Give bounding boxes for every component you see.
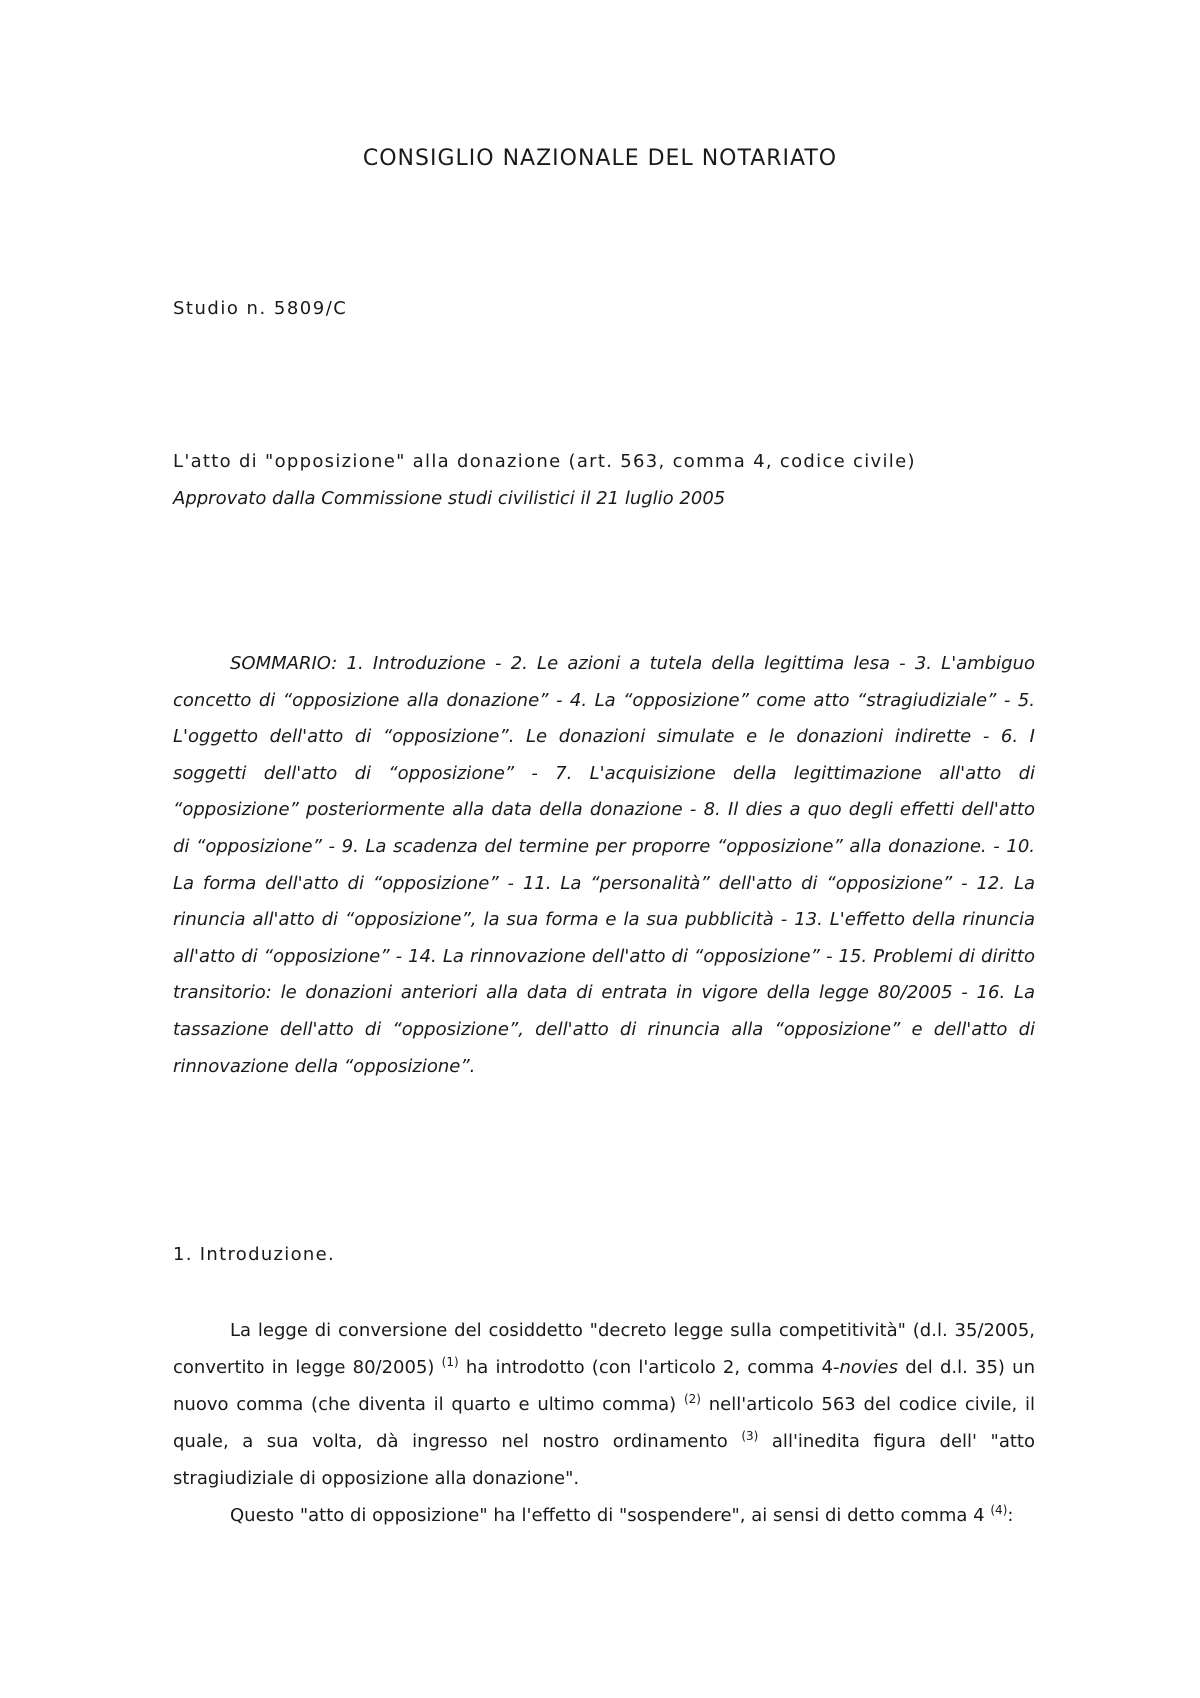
paragraph-text: nell'articolo 563 del codice civile, il quale, a sua volta, dà ingresso nel nostro ordinamento <box>173 1394 1035 1452</box>
body-paragraph-1 <box>173 1312 1035 1497</box>
paragraph-text: all'inedita figura dell' "atto stragiudiziale di opposizione alla donazione". <box>173 1431 1035 1489</box>
paragraph-text: : <box>1007 1505 1014 1526</box>
paragraph-text: del d.l. 35) un nuovo comma (che diventa il quarto e ultimo comma) <box>173 1357 1035 1415</box>
footnote-ref-2[interactable]: (2) <box>683 1392 701 1406</box>
section-body <box>173 1312 1035 1534</box>
emphasis-text: novies <box>839 1357 899 1378</box>
approval-note: Approvato dalla Commissione studi civilistici il 21 luglio 2005 <box>173 488 726 509</box>
footnote-ref-1[interactable]: (1) <box>441 1355 459 1369</box>
paragraph-text: Questo "atto di opposizione" ha l'effetto di "sospendere", ai sensi di detto comma 4 <box>230 1505 985 1526</box>
section-heading-introduzione: 1. Introduzione. <box>173 1244 335 1265</box>
document-title: L'atto di "opposizione" alla donazione (art. 563, comma 4, codice civile) <box>173 451 916 472</box>
summary-paragraph: SOMMARIO: 1. Introduzione - 2. Le azioni a tutela della legittima lesa - 3. L'ambiguo concetto di “opposizione alla donazione” - 4. La “opposizione” come atto “stragiudiziale” - 5. L'oggetto dell'atto di “opposizione”. Le donazioni simulate e le donazioni indirette - 6. I soggetti dell'atto di “opposizione” - 7. L'acquisizione della legittimazione all'atto di “opposizione” posteriormente alla data della donazione - 8. Il dies a quo degli effetti dell'atto di “opposizione” - 9. La scadenza del termine per proporre “opposizione” alla donazione. - 10. La forma dell'atto di “opposizione” - 11. La “personalità” dell'atto di “opposizione” - 12. La rinuncia all'atto di “opposizione”, la sua forma e la sua pubblicità - 13. L'effetto della rinuncia all'atto di “opposizione” - 14. La rinnovazione dell'atto di “opposizione” - 15. Problemi di diritto transitorio: le donazioni anteriori alla data di entrata in vigore della legge 80/2005 - 16. La tassazione dell'atto di “opposizione”, dell'atto di rinuncia alla “opposizione” e dell'atto di rinnovazione della “opposizione”. <box>173 653 1035 1077</box>
footnote-ref-3[interactable]: (3) <box>741 1429 759 1443</box>
study-number: Studio n. 5809/C <box>173 298 348 319</box>
paragraph-text: La legge di conversione del cosiddetto "decreto legge sulla competitività" (d.l. 35/2005, convertito in legge 80/2005) <box>173 1320 1035 1378</box>
organization-title: CONSIGLIO NAZIONALE DEL NOTARIATO <box>362 146 838 171</box>
footnote-ref-4[interactable]: (4) <box>990 1503 1008 1517</box>
body-paragraph-2 <box>173 1497 1035 1534</box>
paragraph-text: ha introdotto (con l'articolo 2, comma 4- <box>465 1357 840 1378</box>
